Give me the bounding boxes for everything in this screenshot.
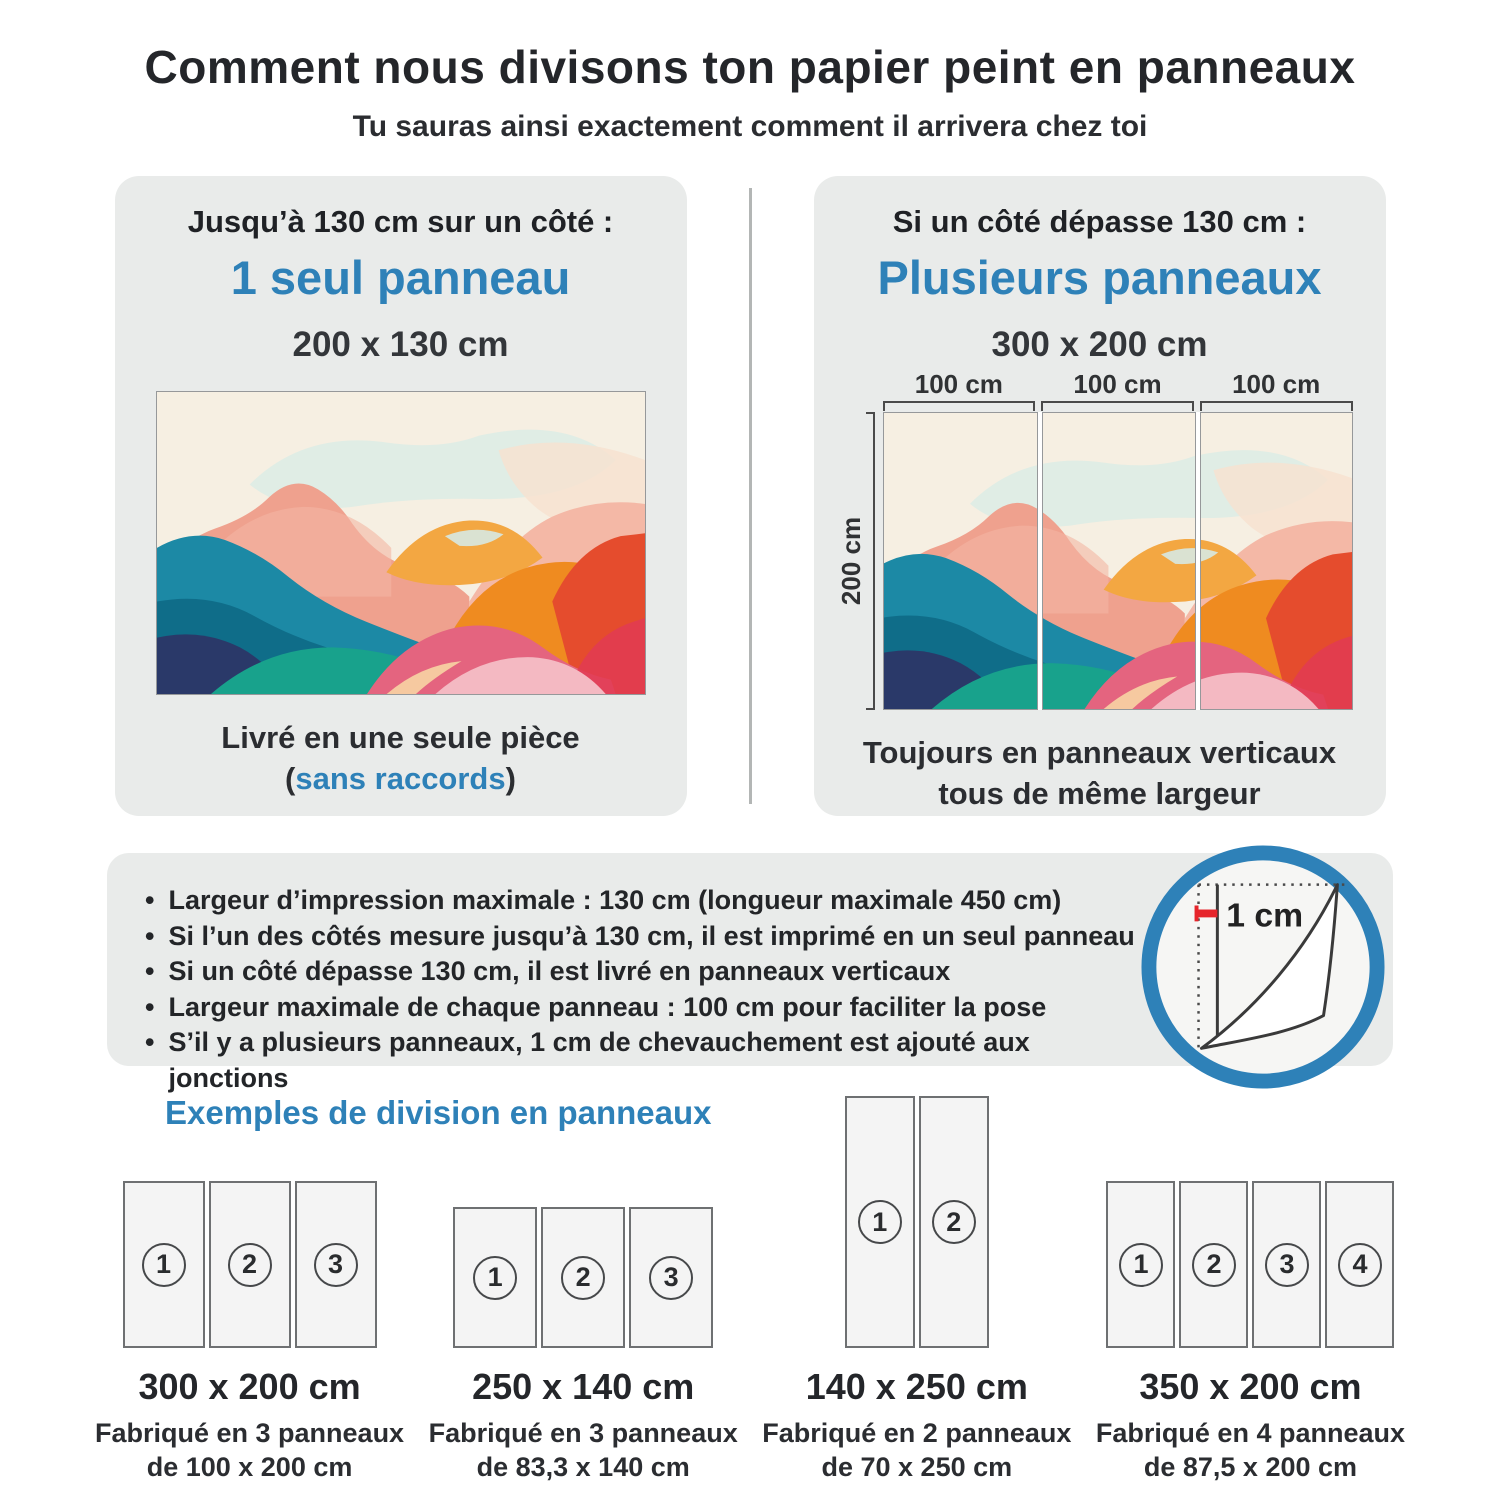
example-panels xyxy=(1096,1096,1405,1348)
panel-number-badge: 3 xyxy=(314,1243,358,1287)
example-description: Fabriqué en 3 panneaux de 100 x 200 cm xyxy=(95,1418,405,1482)
panel-number-badge: 3 xyxy=(1265,1243,1309,1287)
example-panel xyxy=(123,1181,205,1348)
width-ruler-segment xyxy=(1041,369,1194,410)
width-ruler-segment xyxy=(883,369,1036,410)
example-description: Fabriqué en 4 panneaux de 87,5 x 200 cm xyxy=(1095,1418,1405,1482)
ruler-line xyxy=(883,401,1036,410)
example-panel xyxy=(1179,1181,1248,1348)
panel-number-badge: 3 xyxy=(649,1256,693,1300)
single-size: 200 x 130 cm xyxy=(292,325,509,364)
paren-open: ( xyxy=(285,761,296,796)
example-size: 140 x 250 cm xyxy=(805,1366,1028,1407)
wallpaper-preview-single xyxy=(156,391,646,695)
example-description: Fabriqué en 3 panneaux de 83,3 x 140 cm xyxy=(428,1418,738,1482)
example-panel xyxy=(453,1207,537,1348)
card-multi-panel xyxy=(814,176,1386,816)
card-single-panel xyxy=(115,176,687,816)
examples-row xyxy=(95,1096,1405,1484)
example-140x250 xyxy=(762,1096,1071,1484)
single-condition: Jusqu’à 130 cm sur un côté : xyxy=(187,204,614,239)
panel-gap xyxy=(1037,412,1043,710)
width-label-3: 100 cm xyxy=(1232,369,1321,399)
height-ruler xyxy=(835,412,883,710)
paren-close: ) xyxy=(505,761,516,796)
single-caption-line1: Livré en une seule pièce xyxy=(221,720,580,755)
ruler-line xyxy=(873,412,875,710)
width-label-1: 100 cm xyxy=(914,369,1003,399)
rules-list xyxy=(139,883,1143,1096)
example-350x200 xyxy=(1096,1096,1405,1484)
paper-overlap-icon xyxy=(1139,843,1387,1091)
panel-number-badge: 1 xyxy=(1119,1243,1163,1287)
width-label-2: 100 cm xyxy=(1073,369,1162,399)
measurement-diagram xyxy=(835,369,1353,710)
rule-item: • Largeur d’impression maximale : 130 cm (longueur maximale 450 cm) xyxy=(139,883,1143,919)
cards-row xyxy=(0,176,1500,816)
rule-item: • Si l’un des côtés mesure jusqu’à 130 cm, il est imprimé en un seul panneau xyxy=(139,919,1143,955)
example-panel xyxy=(1106,1181,1175,1348)
example-panels xyxy=(762,1096,1071,1348)
example-panel xyxy=(919,1096,989,1348)
ruler-line xyxy=(1200,401,1353,410)
panel-number-badge: 2 xyxy=(228,1243,272,1287)
examples-heading: Exemples de division en panneaux xyxy=(165,1094,712,1131)
example-panels xyxy=(95,1096,404,1348)
watercolor-image xyxy=(884,413,1352,709)
example-panel xyxy=(295,1181,377,1348)
panel-number-badge: 1 xyxy=(473,1256,517,1300)
page-title: Comment nous divisons ton papier peint en panneaux xyxy=(144,41,1356,93)
example-panel xyxy=(209,1181,291,1348)
single-caption xyxy=(115,717,687,799)
example-panel xyxy=(1252,1181,1321,1348)
example-300x200 xyxy=(95,1096,404,1484)
multi-caption-line2: tous de même largeur xyxy=(938,776,1261,811)
panel-number-badge: 1 xyxy=(858,1200,902,1244)
example-panel xyxy=(1325,1181,1394,1348)
overlap-measure-label: 1 cm xyxy=(1226,896,1304,935)
example-size: 300 x 200 cm xyxy=(138,1366,361,1407)
cards-divider xyxy=(749,188,752,804)
page-subtitle: Tu sauras ainsi exactement comment il arrivera chez toi xyxy=(352,110,1148,143)
panel-number-badge: 2 xyxy=(932,1200,976,1244)
panel-number-badge: 1 xyxy=(142,1243,186,1287)
example-description: Fabriqué en 2 panneaux de 70 x 250 cm xyxy=(762,1418,1072,1482)
bullet-icon: • xyxy=(145,991,155,1022)
example-panel xyxy=(845,1096,915,1348)
panel-number-badge: 2 xyxy=(561,1256,605,1300)
wallpaper-preview-panels xyxy=(883,412,1353,710)
watercolor-image xyxy=(157,392,645,694)
bullet-icon: • xyxy=(145,885,155,915)
rule-item: • Si un côté dépasse 130 cm, il est livré en panneaux verticaux xyxy=(139,954,1143,990)
single-caption-highlight: sans raccords xyxy=(295,761,506,796)
multi-headline: Plusieurs panneaux xyxy=(877,251,1322,304)
rule-item: • S’il y a plusieurs panneaux, 1 cm de chevauchement est ajouté aux jonctions xyxy=(139,1025,1143,1096)
width-ruler-segment xyxy=(1200,369,1353,410)
ruler-line xyxy=(1041,401,1194,410)
example-size: 350 x 200 cm xyxy=(1139,1366,1362,1407)
rule-item: • Largeur maximale de chaque panneau : 100 cm pour faciliter la pose xyxy=(139,990,1143,1026)
example-panel xyxy=(541,1207,625,1348)
multi-size: 300 x 200 cm xyxy=(991,325,1208,364)
bullet-icon: • xyxy=(145,1027,155,1057)
bullet-icon: • xyxy=(145,920,155,951)
height-label: 200 cm xyxy=(835,516,866,606)
example-250x140 xyxy=(429,1096,738,1484)
panel-number-badge: 4 xyxy=(1338,1243,1382,1287)
example-panels xyxy=(429,1096,738,1348)
single-headline: 1 seul panneau xyxy=(230,251,571,304)
multi-condition: Si un côté dépasse 130 cm : xyxy=(892,204,1307,239)
panel-number-badge: 2 xyxy=(1192,1243,1236,1287)
width-rulers xyxy=(883,369,1353,410)
panel-gap xyxy=(1195,412,1201,710)
bullet-icon: • xyxy=(145,956,155,986)
multi-caption xyxy=(814,732,1386,814)
multi-caption-line1: Toujours en panneaux verticaux xyxy=(862,735,1337,770)
example-size: 250 x 140 cm xyxy=(472,1366,695,1407)
example-panel xyxy=(629,1207,713,1348)
